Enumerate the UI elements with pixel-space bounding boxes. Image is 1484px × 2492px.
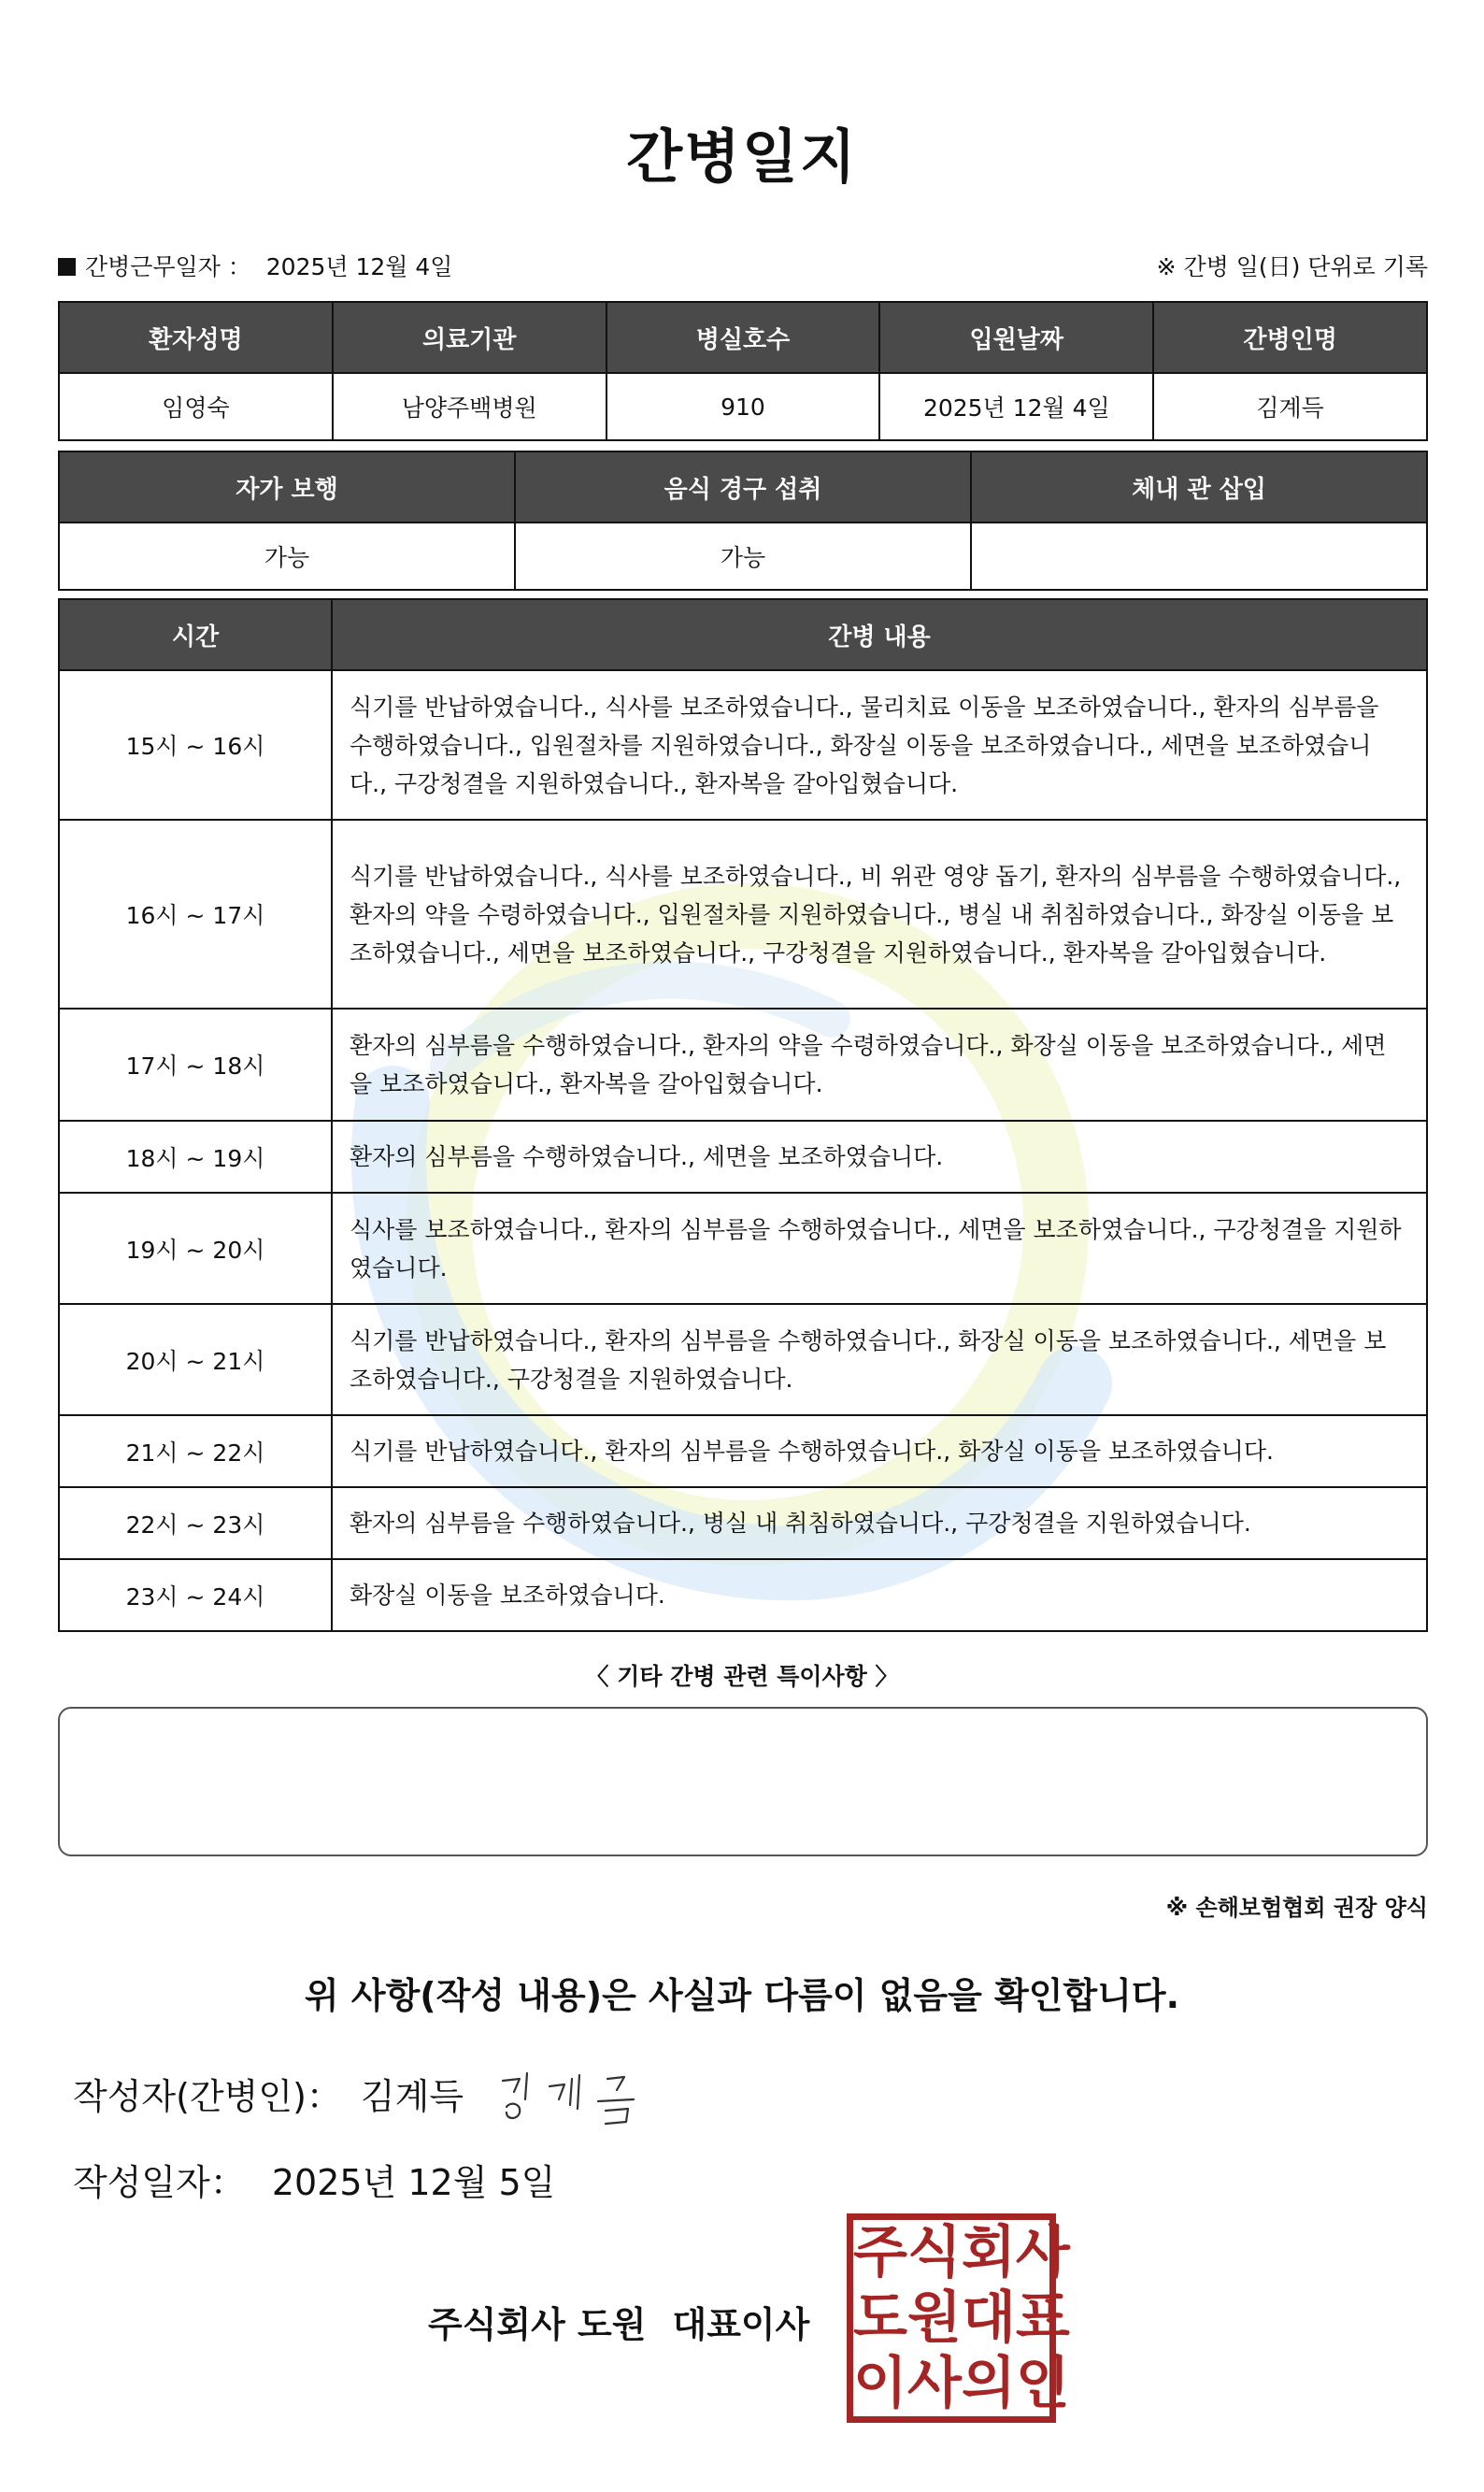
table-row xyxy=(59,670,1427,820)
header-self-walking: 자가 보행 xyxy=(59,451,515,523)
table-row xyxy=(59,1009,1427,1121)
admission-date: 2025년 12월 4일 xyxy=(879,373,1153,440)
black-square-icon xyxy=(58,258,76,276)
seal-row xyxy=(853,2351,1070,2416)
writer-name: 김계득 xyxy=(360,2076,464,2117)
patient-status-table xyxy=(58,451,1428,591)
table-row xyxy=(59,820,1427,1009)
row-content: 식기를 반납하였습니다., 환자의 심부름을 수행하였습니다., 화장실 이동을 보조하였습니다., 세면을 보조하였습니다., 구강청결을 지원하였습니다. xyxy=(332,1304,1427,1415)
table-row xyxy=(59,1304,1427,1415)
row-content: 식기를 반납하였습니다., 식사를 보조하였습니다., 비 위관 영양 돕기, 환자의 심부름을 수행하였습니다., 환자의 약을 수령하였습니다., 입원절차를 지원하였습니다., 병실 내 취침하였습니다., 화장실 이동을 보조하였습니다., 세면을 보조하였습니다., 구강청결을 지원하였습니다., 환자복을 갈아입혔습니다. xyxy=(332,820,1427,1009)
row-time: 15시 ~ 16시 xyxy=(59,670,332,820)
row-time: 21시 ~ 22시 xyxy=(59,1415,332,1487)
seal-char: 인 xyxy=(1015,2351,1070,2416)
row-content: 환자의 심부름을 수행하였습니다., 병실 내 취침하였습니다., 구강청결을 지원하였습니다. xyxy=(332,1487,1427,1559)
row-content: 식기를 반납하였습니다., 환자의 심부름을 수행하였습니다., 화장실 이동을 보조하였습니다. xyxy=(332,1415,1427,1487)
row-content: 환자의 심부름을 수행하였습니다., 세면을 보조하였습니다. xyxy=(332,1121,1427,1193)
special-notes-box xyxy=(58,1707,1428,1856)
row-time: 16시 ~ 17시 xyxy=(59,820,332,1009)
header-patient-name: 환자성명 xyxy=(59,302,333,373)
care-log-table xyxy=(58,598,1428,1632)
row-time: 20시 ~ 21시 xyxy=(59,1304,332,1415)
table-row xyxy=(59,1559,1427,1631)
row-time: 23시 ~ 24시 xyxy=(59,1559,332,1631)
work-date-row xyxy=(58,249,1428,286)
institution: 남양주백병원 xyxy=(333,373,606,440)
row-content: 식기를 반납하였습니다., 식사를 보조하였습니다., 물리치료 이동을 보조하였습니다., 환자의 심부름을 수행하였습니다., 입원절차를 지원하였습니다., 화장실 이동을 보조하였습니다., 세면을 보조하였습니다., 구강청결을 지원하였습니다., 환자복을 갈아입혔습니다. xyxy=(332,670,1427,820)
row-time: 19시 ~ 20시 xyxy=(59,1193,332,1304)
company-seal-stamp xyxy=(847,2213,1070,2423)
company-role: 대표이사 xyxy=(672,2304,810,2345)
writer-label: 작성자(간병인)： xyxy=(73,2076,342,2117)
company-row xyxy=(428,2296,835,2347)
seal-char: 도 xyxy=(853,2285,907,2351)
header-oral-intake: 음식 경구 섭취 xyxy=(515,451,971,523)
room-number: 910 xyxy=(606,373,880,440)
patient-info-table xyxy=(58,301,1428,441)
patient-name: 임영숙 xyxy=(59,373,333,440)
row-content: 식사를 보조하였습니다., 환자의 심부름을 수행하였습니다., 세면을 보조하였습니다., 구강청결을 지원하였습니다. xyxy=(332,1193,1427,1304)
row-time: 18시 ~ 19시 xyxy=(59,1121,332,1193)
company-name: 주식회사 도원 xyxy=(428,2304,647,2345)
table-row xyxy=(59,1487,1427,1559)
written-date-row xyxy=(73,2154,581,2205)
table-row xyxy=(59,1193,1427,1304)
row-time: 22시 ~ 23시 xyxy=(59,1487,332,1559)
seal-char: 표 xyxy=(1015,2285,1070,2351)
work-date-value: 2025년 12월 4일 xyxy=(265,253,453,280)
seal-char: 식 xyxy=(906,2220,962,2285)
seal-char: 주 xyxy=(853,2220,907,2285)
row-content: 화장실 이동을 보조하였습니다. xyxy=(332,1559,1427,1631)
oral-intake-value: 가능 xyxy=(515,523,971,590)
caregiver-name: 김계득 xyxy=(1153,373,1427,440)
seal-char: 이 xyxy=(853,2351,907,2416)
header-care-content: 간병 내용 xyxy=(332,599,1427,670)
confirmation-statement: 위 사항(작성 내용)은 사실과 다름이 없음을 확인합니다. xyxy=(304,1975,1180,2016)
self-walking-value: 가능 xyxy=(59,523,515,590)
header-time: 시간 xyxy=(59,599,332,670)
seal-char: 원 xyxy=(906,2285,962,2351)
seal-char: 회 xyxy=(961,2220,1016,2285)
row-time: 17시 ~ 18시 xyxy=(59,1009,332,1121)
seal-char: 대 xyxy=(961,2285,1016,2351)
header-room: 병실호수 xyxy=(606,302,880,373)
writer-row xyxy=(73,2068,482,2119)
seal-char: 사 xyxy=(906,2351,962,2416)
written-date-value: 2025년 12월 5일 xyxy=(271,2162,556,2203)
table-row xyxy=(59,1121,1427,1193)
header-caregiver: 간병인명 xyxy=(1153,302,1427,373)
header-tube-insertion: 체내 관 삽입 xyxy=(971,451,1427,523)
table-row xyxy=(59,1415,1427,1487)
form-note: ※ 손해보험협회 권장 양식 xyxy=(1165,1895,1428,1921)
page-title: 간병일지 xyxy=(626,122,858,191)
seal-row xyxy=(853,2220,1070,2285)
record-note: ※ 간병 일(日) 단위로 기록 xyxy=(1156,253,1428,280)
written-date-label: 작성일자： xyxy=(73,2162,246,2203)
tube-insertion-value xyxy=(971,523,1427,590)
seal-char: 의 xyxy=(961,2351,1016,2416)
header-admission-date: 입원날짜 xyxy=(879,302,1153,373)
row-content: 환자의 심부름을 수행하였습니다., 환자의 약을 수령하였습니다., 화장실 이동을 보조하였습니다., 세면을 보조하였습니다., 환자복을 갈아입혔습니다. xyxy=(332,1009,1427,1121)
handwritten-signature-icon xyxy=(493,2064,652,2134)
notes-title: 〈 기타 간병 관련 특이사항 〉 xyxy=(585,1663,899,1690)
work-date-label: 간병근무일자 ： xyxy=(85,253,251,280)
seal-char: 사 xyxy=(1015,2220,1070,2285)
header-institution: 의료기관 xyxy=(333,302,606,373)
seal-row xyxy=(853,2285,1070,2351)
